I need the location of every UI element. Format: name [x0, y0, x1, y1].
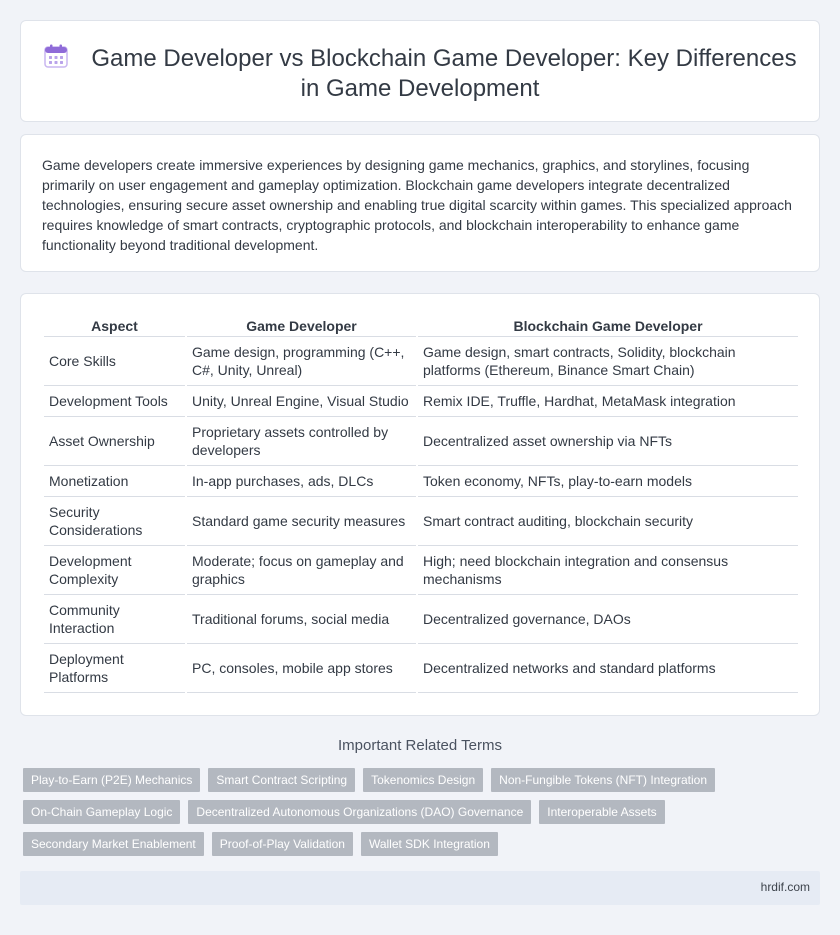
intro-paragraph: Game developers create immersive experiences by designing game mechanics, graphics, and storylines, focusing primarily on user engagement and gameplay optimization. Blockchain game developers integrate decentralized technologies, ensuring secure asset ownership and enabling true digital scarcity within games. This specialized approach requires knowledge of smart contracts, cryptographic protocols, and blockchain interoperability to enhance game functionality beyond traditional development. — [42, 157, 792, 253]
related-term-tag[interactable]: Smart Contract Scripting — [208, 768, 355, 792]
table-row — [44, 546, 798, 595]
table-row — [44, 497, 798, 546]
related-term-tag[interactable]: On-Chain Gameplay Logic — [23, 800, 180, 824]
related-term-tag[interactable]: Wallet SDK Integration — [361, 832, 498, 856]
related-term-tag[interactable]: Tokenomics Design — [363, 768, 483, 792]
comparison-table — [42, 316, 800, 693]
related-terms-heading: Important Related Terms — [338, 737, 502, 754]
aspect-cell: Core Skills — [44, 337, 185, 386]
aspect-cell: Monetization — [44, 466, 185, 497]
game-developer-cell: In-app purchases, ads, DLCs — [187, 466, 416, 497]
related-term-tag[interactable]: Non-Fungible Tokens (NFT) Integration — [491, 768, 715, 792]
blockchain-developer-cell: Token economy, NFTs, play-to-earn models — [418, 466, 798, 497]
game-developer-cell: Standard game security measures — [187, 497, 416, 546]
table-row — [44, 417, 798, 466]
game-developer-cell: Game design, programming (C++, C#, Unity, Unreal) — [187, 337, 416, 386]
table-row — [44, 466, 798, 497]
comparison-card — [20, 293, 820, 716]
table-row — [44, 337, 798, 386]
column-header-aspect: Aspect — [44, 316, 185, 337]
game-developer-cell: PC, consoles, mobile app stores — [187, 644, 416, 693]
aspect-cell: Community Interaction — [44, 595, 185, 644]
related-term-tag[interactable]: Interoperable Assets — [539, 800, 664, 824]
page-title: Game Developer vs Blockchain Game Developer: Key Differences in Game Development — [91, 45, 797, 102]
aspect-cell: Development Complexity — [44, 546, 185, 595]
related-term-tag[interactable]: Proof-of-Play Validation — [212, 832, 353, 856]
tag-row — [23, 800, 823, 824]
blockchain-developer-cell: Decentralized asset ownership via NFTs — [418, 417, 798, 466]
tag-row — [23, 832, 823, 856]
tag-row — [23, 768, 823, 792]
table-header-row — [44, 316, 798, 337]
blockchain-developer-cell: Game design, smart contracts, Solidity, blockchain platforms (Ethereum, Binance Smart Chain) — [418, 337, 798, 386]
title-card — [20, 20, 820, 122]
intro-card — [20, 134, 820, 272]
related-term-tag[interactable]: Secondary Market Enablement — [23, 832, 204, 856]
game-developer-cell: Traditional forums, social media — [187, 595, 416, 644]
blockchain-developer-cell: Decentralized governance, DAOs — [418, 595, 798, 644]
table-row — [44, 386, 798, 417]
game-developer-cell: Proprietary assets controlled by developers — [187, 417, 416, 466]
table-row — [44, 595, 798, 644]
aspect-cell: Development Tools — [44, 386, 185, 417]
related-terms-tags — [23, 768, 823, 864]
blockchain-developer-cell: Decentralized networks and standard platforms — [418, 644, 798, 693]
blockchain-developer-cell: Remix IDE, Truffle, Hardhat, MetaMask integration — [418, 386, 798, 417]
footer-bar — [20, 871, 820, 905]
aspect-cell: Asset Ownership — [44, 417, 185, 466]
column-header-blockchain-game-developer: Blockchain Game Developer — [418, 316, 798, 337]
calendar-icon — [43, 43, 69, 69]
footer-site-link[interactable]: hrdif.com — [760, 880, 810, 894]
table-row — [44, 644, 798, 693]
aspect-cell: Security Considerations — [44, 497, 185, 546]
column-header-game-developer: Game Developer — [187, 316, 416, 337]
related-term-tag[interactable]: Decentralized Autonomous Organizations (DAO) Governance — [188, 800, 531, 824]
game-developer-cell: Unity, Unreal Engine, Visual Studio — [187, 386, 416, 417]
game-developer-cell: Moderate; focus on gameplay and graphics — [187, 546, 416, 595]
aspect-cell: Deployment Platforms — [44, 644, 185, 693]
blockchain-developer-cell: High; need blockchain integration and consensus mechanisms — [418, 546, 798, 595]
related-term-tag[interactable]: Play-to-Earn (P2E) Mechanics — [23, 768, 200, 792]
blockchain-developer-cell: Smart contract auditing, blockchain security — [418, 497, 798, 546]
page-title-wrap — [21, 43, 819, 104]
